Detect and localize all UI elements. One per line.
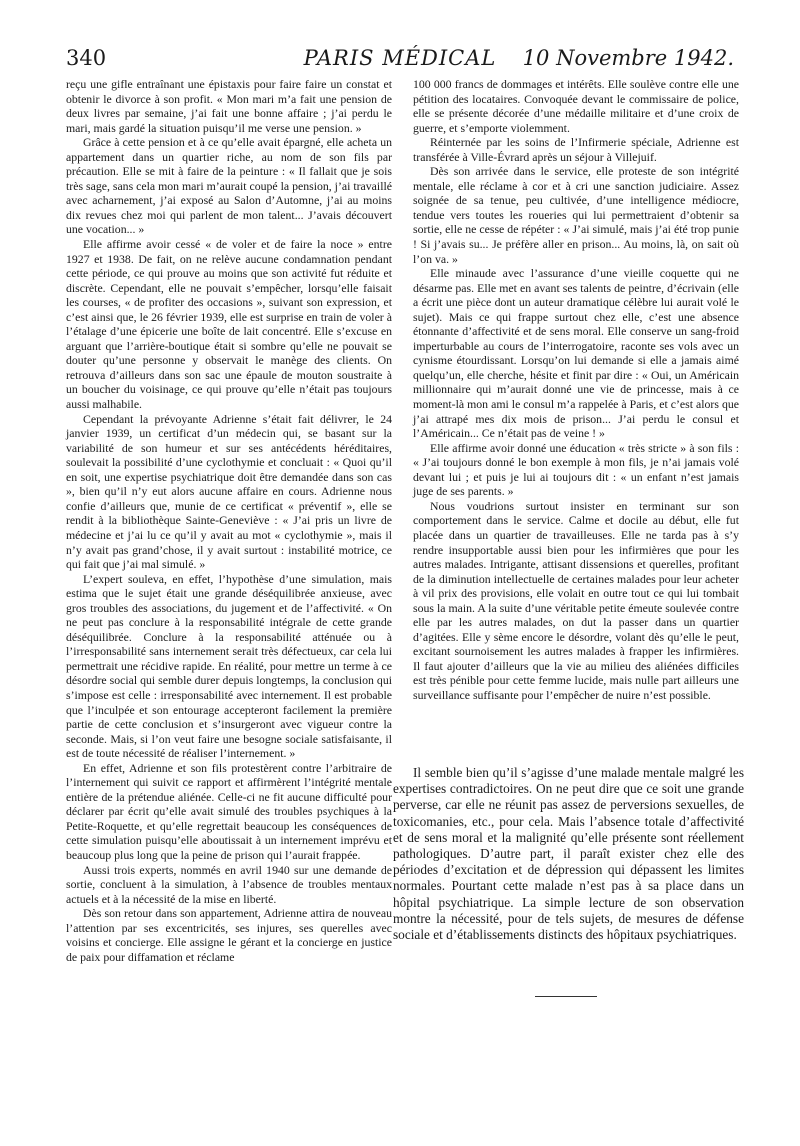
paragraph: Grâce à cette pension et à ce qu’elle avait épargné, elle acheta un appartement dans un quartier riche, au nom de son fils par précaution. Elle se mit à faire de la peinture : « Il fallait que je sois très sage, sans cela mon mari m’aurait coupé la pension, j’ai travaillé avec acharnement, j’ai exposé au Salon d’Automne, j’ai au moins dix revues chez moi qui parlent de mon talent... J’avais découvert une vocation... » [66,135,392,237]
conclusion-paragraph: Il semble bien qu’il s’agisse d’une malade mentale malgré les expertises contradictoires. On ne peut dire que ce soit une grande perverse, car elle ne réunit pas assez de perversions sexuelles, de toxicomanies, etc., pour cela. Mais l’absence totale d’affectivité et de sens moral et la malignité qu’elle présente sont réellement pathologiques. D’autre part, il paraît exister chez elle des périodes d’excitation et de dépression qui dépassent les limites normales. Pourtant cette malade n’est pas à sa place dans un hôpital psychiatrique. La simple lecture de son observation montre la nécessité, pour de tels sujets, de mesures de défense sociale et d’établissements distincts des hôpitaux psychiatriques. [393,765,744,943]
paragraph: En effet, Adrienne et son fils protestèrent contre l’arbitraire de l’internement qui suivit ce rapport et affirmèrent l’intégrité mentale entière de la prétendue aliénée. Celle-ci ne fit aucune difficulté pour déclarer par écrit qu’elle avait simulé des troubles psychiques à la Petite-Roquette, et qu’elle regrettait beaucoup les conséquences de cette simulation puisqu’elle aboutissait à un internement imprévu et beaucoup plus long que la peine de prison qui l’aurait frappée. [66,760,392,862]
paragraph: 100 000 francs de dommages et intérêts. Elle soulève contre elle une pétition des locataires. Convoquée devant le commissaire de police, elle se présente décorée d’une médaille militaire et d’une croix de guerre, et s’emporte violemment. [413,77,739,135]
paragraph: Réinternée par les soins de l’Infirmerie spéciale, Adrienne est transférée à Ville-Évrard après un séjour à Villejuif. [413,135,739,164]
conclusion-block [393,765,744,943]
paragraph: reçu une gifle entraînant une épistaxis pour faire faire un constat et obtenir le divorce à son profit. « Mon mari m’a fait une pension de deux livres par semaine, j’ai fait une bonne affaire ; j’ai perdu le mari, mais gardé la situation puisqu’il me verse une pension. » [66,77,392,135]
paragraph: Elle affirme avoir donné une éducation « très stricte » à son fils : « J’ai toujours donné le bon exemple à mon fils, je n’ai jamais volé devant lui ; et puis je lui ai toujours dit : « un enfant n’est jamais juge de ses parents. » [413,440,739,499]
paragraph: L’expert souleva, en effet, l’hypothèse d’une simulation, mais estima que le sujet était une grande déséquilibrée anxieuse, avec gros troubles des associations, du jugement et de l’affectivité. « On ne peut pas conclure à la responsabilité intégrale de cette grande déséquilibrée. Conclure à la responsabilité atténuée ou à l’irresponsabilité sans internement serait très défectueux, car cela lui permettrait une récidive rapide. En réalité, pour mettre un terme à ce désordre social qui semble durer depuis longtemps, la conclusion qui s’impose est celle : irresponsabilité avec internement. Il est probable que l’inculpée et son entourage accepteront facilement la première partie de cette conclusion et s’insurgeront avec vigueur contre la seconde. Mais, si l’on veut faire une besogne sociale satisfaisante, il est de toute nécessité de réaliser l’internement. » [66,571,392,761]
right-column [413,77,739,703]
page-header [66,46,734,72]
paragraph: Aussi trois experts, nommés en avril 1940 sur une demande de sortie, concluent à la simulation, à l’absence de troubles mentaux actuels et à la nécessité de la mise en liberté. [66,862,392,906]
paragraph: Cependant la prévoyante Adrienne s’était fait délivrer, le 24 janvier 1939, un certificat d’un médecin qui, se basant sur la variabilité de son humeur et sur ses antécédents héréditaires, soulevait la possibilité d’une cyclothymie et concluait : « Quoi qu’il en soit, une expertise psychiatrique doit être demandée dans son cas », bien qu’il n’y eut alors aucune affaire en cours. Adrienne nous confie d’ailleurs que, munie de ce certificat « préventif », elle se rendit à la bibliothèque Sainte-Geneviève : « J’ai pris un livre de médecine et j’ai lu ce qu’il y avait au mot « cyclothymie », mais il n’y avait pas grand’chose, il y avait surtout : instabilité motrice, ce qui fait que j’ai mal simulé. » [66,411,392,572]
left-column [66,77,392,964]
paragraph: Elle affirme avoir cessé « de voler et de faire la noce » entre 1927 et 1938. De fait, on ne relève aucune condamnation pendant cette période, ce qui prouve au moins que son activité fut réduite et discrète. Cependant, elle ne pouvait s’empêcher, lorsqu’elle faisait les courses, « de profiter des occasions », suivant son expression, et c’est ainsi que, le 26 février 1939, elle est surprise en train de voler à l’étalage d’une épicerie une boîte de lait concentré. Elle s’excuse en arguant que l’arrière-boutique était si sombre qu’elle ne pouvait se douter qu’une personne y observait le manège des clients. On retrouva d’ailleurs dans son sac une épaule de mouton soustraite à un boucher du voisinage, ce qui prouve qu’elle n’était pas toujours aussi malhabile. [66,237,392,412]
end-rule [535,996,597,997]
paragraph: Elle minaude avec l’assurance d’une vieille coquette qui ne désarme pas. Elle met en avant ses talents de peintre, d’écrivain (elle a écrit une pièce dont un auteur dramatique célèbre lui aurait volé le sujet). Mais ce qui frappe surtout chez elle, c’est une absence étonnante d’affectivité et de sens moral. Elle conserve un sang-froid imperturbable au cours de l’interrogatoire, raconte ses vols avec un cynisme étourdissant. Lorsqu’on lui demande si elle a jamais aimé quelqu’un, elle cherche, hésite et finit par dire : « Oui, un Américain millionnaire qui m’aurait donné une vie de princesse, mais à ce moment-là mon ami le consul m’a rappelée à Paris, et c’est alors que j’ai attrapé mes dix mois de prison... J’ai perdu le consul et l’Américain... Ce n’était pas de veine ! » [413,266,739,441]
issue-date: 10 Novembre 1942. [522,46,734,70]
page-number: 340 [66,46,107,70]
journal-title: PARIS MÉDICAL [303,46,497,70]
paragraph: Dès son arrivée dans le service, elle proteste de son intégrité mentale, elle réclame à cor et à cri une sanction judiciaire. Assez soignée de sa tenue, peu cultivée, d’une intelligence médiocre, tendue vers toutes les roueries qui lui permettraient d’obtenir sa sortie, elle ne cesse de répéter : « J’ai simulé, mais j’ai été trop punie ! Si j’avais su... Je préfère aller en prison... Au moins, là, on sait où l’on va. » [413,164,739,266]
paragraph: Nous voudrions surtout insister en terminant sur son comportement dans le service. Calme et docile au début, elle fut placée dans un quartier de travailleuses. Elle ne tarda pas à s’y rendre insupportable aussi bien pour les infirmières que pour les autres malades. Intrigante, attisant dissensions et querelles, profitant de la diminution intellectuelle de certaines malades pour leur acheter à vil prix des provisions, elle volait en outre tout ce qui lui tombait sous la main. A la suite d’une véritable petite émeute soulevée contre elle par les autres malades, on dut la passer dans un quartier d’agitées. Elle y sème encore le désordre, volant dès qu’elle le peut, excitant sournoisement les autres malades à frapper les infirmières. Il faut ajouter d’ailleurs que la vie au milieu des aliénées difficiles est très pénible pour cette femme lucide, mais nulle part ailleurs une surveillance suffisante pour l’empêcher de nuire n’est possible. [413,498,739,702]
paragraph: Dès son retour dans son appartement, Adrienne attira de nouveau l’attention par ses excentricités, ses injures, ses querelles avec voisins et concierge. Elle assigne le gérant et la concierge en justice de paix pour diffamation et réclame [66,906,392,964]
